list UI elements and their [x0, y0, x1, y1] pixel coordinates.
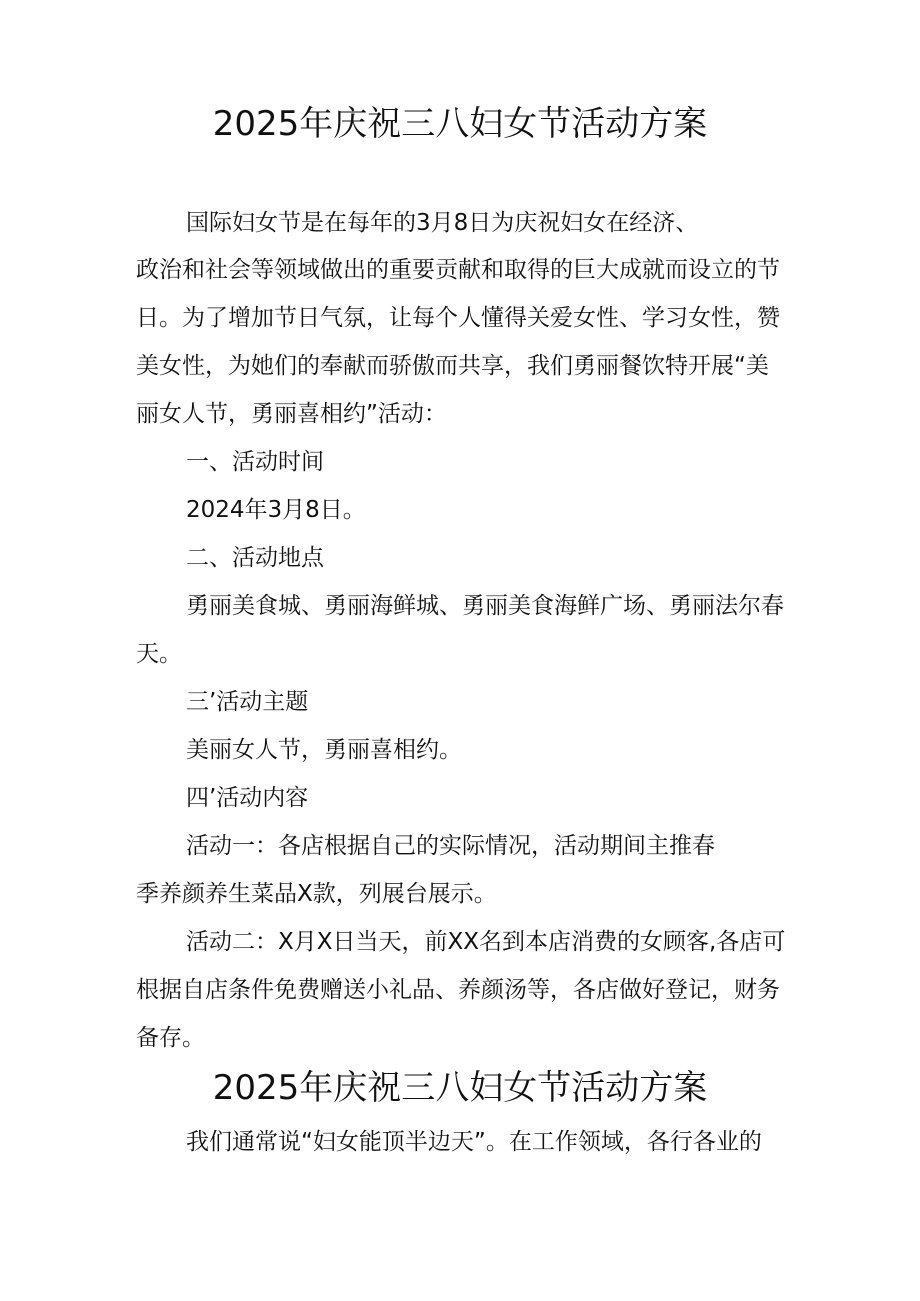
- section1-heading: 一、活动时间: [186, 449, 324, 475]
- document2-intro-line: 我们通常说“妇女能顶半边天”。在工作领域，各行各业的: [186, 1129, 762, 1155]
- activity2-line-1: 活动二：X月X日当天，前XX名到本店消费的女顾客,各店可: [186, 929, 786, 955]
- intro-line-2: 政治和社会等领域做出的重要贡献和取得的巨大成就而设立的节: [136, 257, 780, 283]
- intro-line-4: 美女性，为她们的奉献而骄傲而共享，我们勇丽餐饮特开展“美: [136, 353, 769, 379]
- activity2-line-3: 备存。: [136, 1025, 205, 1051]
- section3-heading: 三’活动主题: [186, 689, 309, 715]
- document2-title: 2025年庆祝三八妇女节活动方案: [212, 1068, 708, 1108]
- intro-line-1: 国际妇女节是在每年的3月8日为庆祝妇女在经济、: [186, 210, 699, 236]
- section2-body-line-2: 天。: [136, 641, 182, 667]
- activity2-line-2: 根据自店条件免费赠送小礼品、养颜汤等，各店做好登记，财务: [136, 977, 780, 1003]
- intro-line-5: 丽女人节，勇丽喜相约”活动：: [136, 401, 447, 427]
- activity1-line-2: 季养颜养生菜品X款，列展台展示。: [136, 881, 497, 907]
- section2-body-line-1: 勇丽美食城、勇丽海鲜城、勇丽美食海鲜广场、勇丽法尔春: [186, 593, 784, 619]
- section3-body: 美丽女人节，勇丽喜相约。: [186, 737, 462, 763]
- section2-heading: 二、活动地点: [186, 545, 324, 571]
- section1-body: 2024年3月8日。: [186, 497, 366, 523]
- intro-line-3: 日。为了增加节日气氛，让每个人懂得关爱女性、学习女性，赞: [136, 305, 780, 331]
- section4-heading: 四’活动内容: [186, 785, 309, 811]
- activity1-line-1: 活动一：各店根据自己的实际情况，活动期间主推春: [186, 833, 715, 859]
- document-title: 2025年庆祝三八妇女节活动方案: [212, 104, 708, 144]
